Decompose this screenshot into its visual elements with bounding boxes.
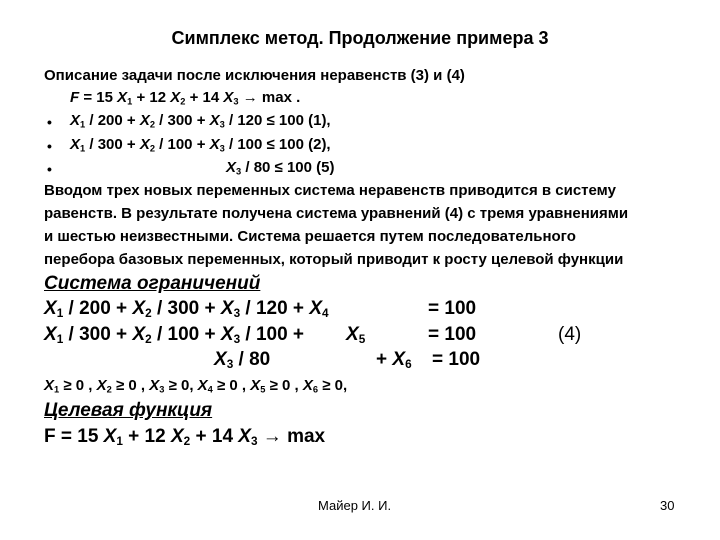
equation-2-x5: $X_5$ [346, 324, 366, 346]
inequality-2: $X_1 / 300 + X_2 / 100 + X_3 / 100 \le 100$ (2), [70, 136, 331, 154]
objective-heading: Целевая функция [44, 400, 213, 421]
page-number: 30 [660, 498, 675, 513]
slide-title: Симплекс метод. Продолжение примера 3 [171, 28, 549, 48]
equation-2-rhs: = 100 [428, 324, 477, 345]
equation-3-x6: + $X_6$ [376, 349, 412, 371]
equation-1-lhs: $X_1 / 200 + X_2 / 300 + X_3 / 120 + X_4$ [44, 298, 329, 320]
bullet-marker: • [47, 138, 52, 154]
footer-author: Майер И. И. [318, 498, 392, 513]
inequality-3: $X_3 / 80 \le 100$ (5) [226, 159, 335, 177]
objective-statement: F = 15 $X_1 + 12$ $X_2 + 14$ $X_3 \to \max$ . [70, 89, 301, 107]
constraints-heading: Система ограничений [44, 273, 261, 294]
equation-2-lhs: $X_1 / 300 + X_2 / 100 + X_3 / 100$ + [44, 324, 305, 346]
paragraph-line: Вводом трех новых переменных система неравенств приводится в систему [44, 182, 616, 199]
equation-3-lhs: $X_3 / 80$ [214, 349, 271, 371]
paragraph-line: перебора базовых переменных, который приводит к росту целевой функции [44, 251, 624, 268]
intro-text: Описание задачи после исключения неравенств (3) и (4) [44, 67, 465, 84]
nonnegativity-constraints: $X_1 \ge 0$ , $X_2 \ge 0$ , $X_3 \ge 0$, $X_4 \ge 0$ , $X_5 \ge 0$ , $X_6 \ge 0$, [44, 377, 348, 395]
paragraph-line: равенств. В результате получена система уравнений (4) с тремя уравнениями [44, 205, 629, 222]
paragraph-line: и шестью неизвестными. Система решается путем последовательного [44, 228, 576, 245]
objective-function: F = 15 $X_1 + 12$ $X_2 + 14$ $X_3 \to \max$ [44, 426, 326, 448]
system-label: (4) [558, 324, 582, 345]
equation-3-rhs: = 100 [432, 349, 481, 370]
bullet-marker: • [47, 114, 52, 130]
equation-1-rhs: = 100 [428, 298, 477, 319]
bullet-marker: • [47, 161, 52, 177]
inequality-1: $X_1 / 200 + X_2 / 300 + X_3 / 120 \le 100$ (1), [70, 112, 331, 130]
